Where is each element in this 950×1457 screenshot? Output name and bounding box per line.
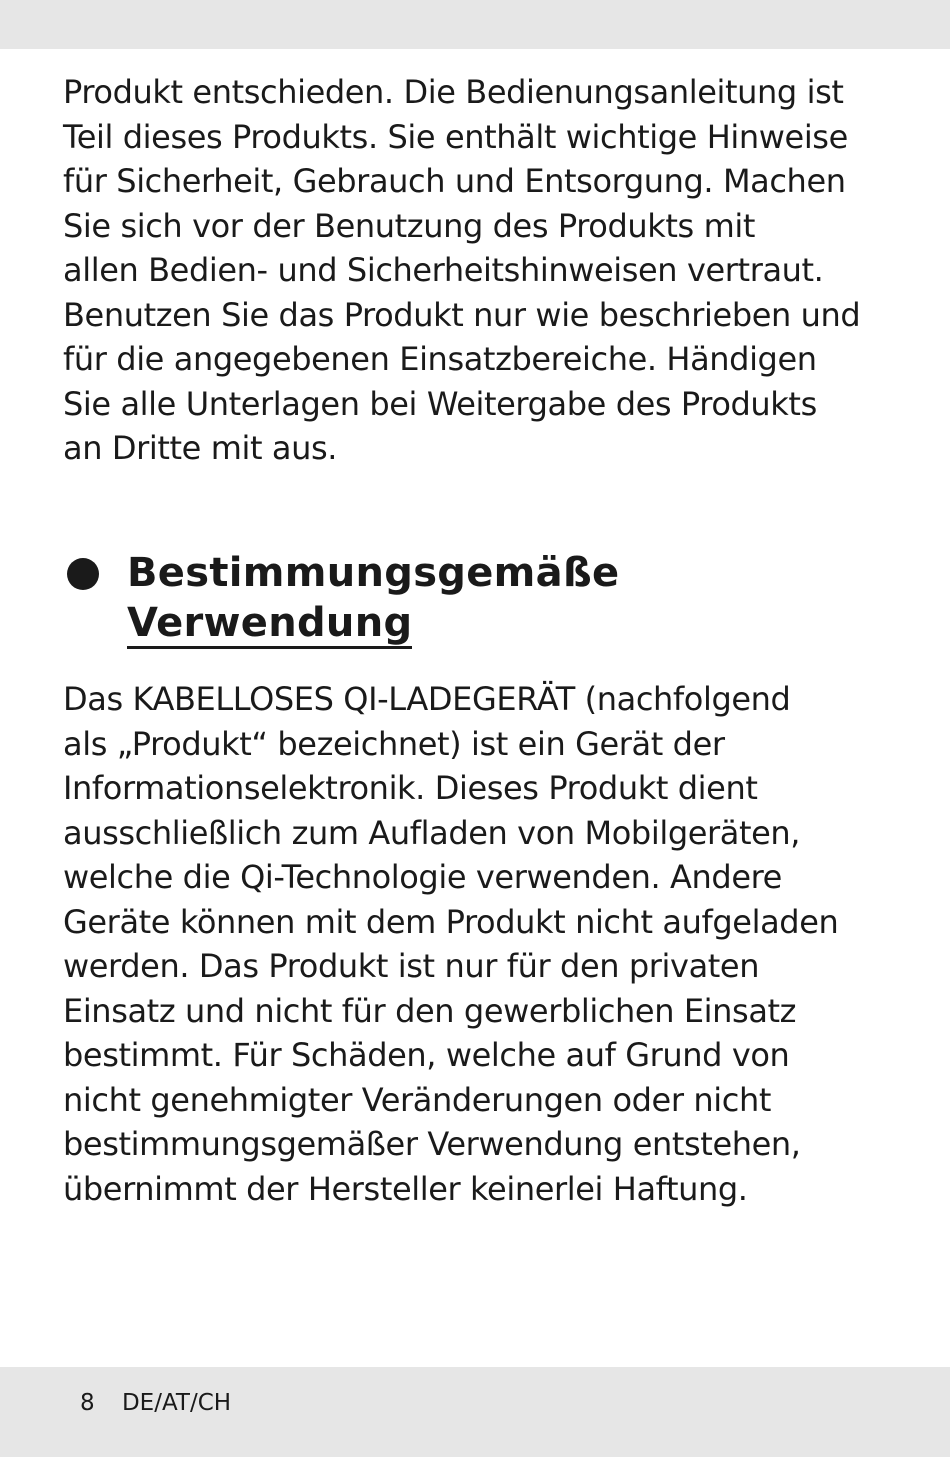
top-margin-band	[0, 0, 950, 49]
section-title-line-2: Verwendung	[127, 600, 412, 649]
region-label: DE/AT/CH	[121, 1390, 232, 1416]
text-line: an Dritte mit aus.	[63, 429, 338, 467]
text-line: Sie sich vor der Benutzung des Produkts mit	[63, 206, 755, 245]
text-line: nicht genehmigter Veränderungen oder nicht	[63, 1080, 771, 1119]
page-number: 8	[80, 1390, 95, 1416]
text-line: Einsatz und nicht für den gewerblichen Einsatz	[63, 991, 797, 1030]
text-line: allen Bedien- und Sicherheitshinweisen vertraut.	[63, 251, 824, 289]
text-line: Sie alle Unterlagen bei Weitergabe des Produkts	[63, 384, 817, 423]
text-line: für Sicherheit, Gebrauch und Entsorgung. Machen	[63, 162, 846, 200]
page-footer	[80, 1385, 231, 1421]
text-line: Informationselektronik. Dieses Produkt dient	[63, 769, 758, 807]
text-line: als „Produkt“ bezeichnet) ist ein Gerät der	[63, 724, 725, 763]
text-line: bestimmt. Für Schäden, welche auf Grund von	[63, 1036, 790, 1074]
section-title	[127, 548, 619, 649]
text-line: Teil dieses Produkts. Sie enthält wichtige Hinweise	[63, 117, 848, 156]
text-line: bestimmungsgemäßer Verwendung entstehen,	[63, 1125, 801, 1163]
text-line: für die angegebenen Einsatzbereiche. Händigen	[63, 340, 817, 378]
text-line: Produkt entschieden. Die Bedienungsanleitung ist	[63, 73, 844, 111]
text-line: Geräte können mit dem Produkt nicht aufgeladen	[63, 902, 839, 941]
text-line: welche die Qi-Technologie verwenden. Andere	[63, 858, 782, 896]
text-line: werden. Das Produkt ist nur für den privaten	[63, 947, 760, 985]
usage-paragraph	[63, 677, 863, 1211]
text-line: Benutzen Sie das Produkt nur wie beschrieben und	[63, 295, 861, 334]
text-line: Das KABELLOSES QI-LADEGERÄT (nachfolgend	[63, 680, 791, 718]
text-line: übernimmt der Hersteller keinerlei Haftung.	[63, 1169, 748, 1208]
text-line: ausschließlich zum Aufladen von Mobilgeräten,	[63, 813, 801, 852]
section-title-line-1: Bestimmungsgemäße	[127, 550, 620, 596]
intro-paragraph	[63, 70, 863, 471]
bullet-icon	[67, 558, 99, 590]
